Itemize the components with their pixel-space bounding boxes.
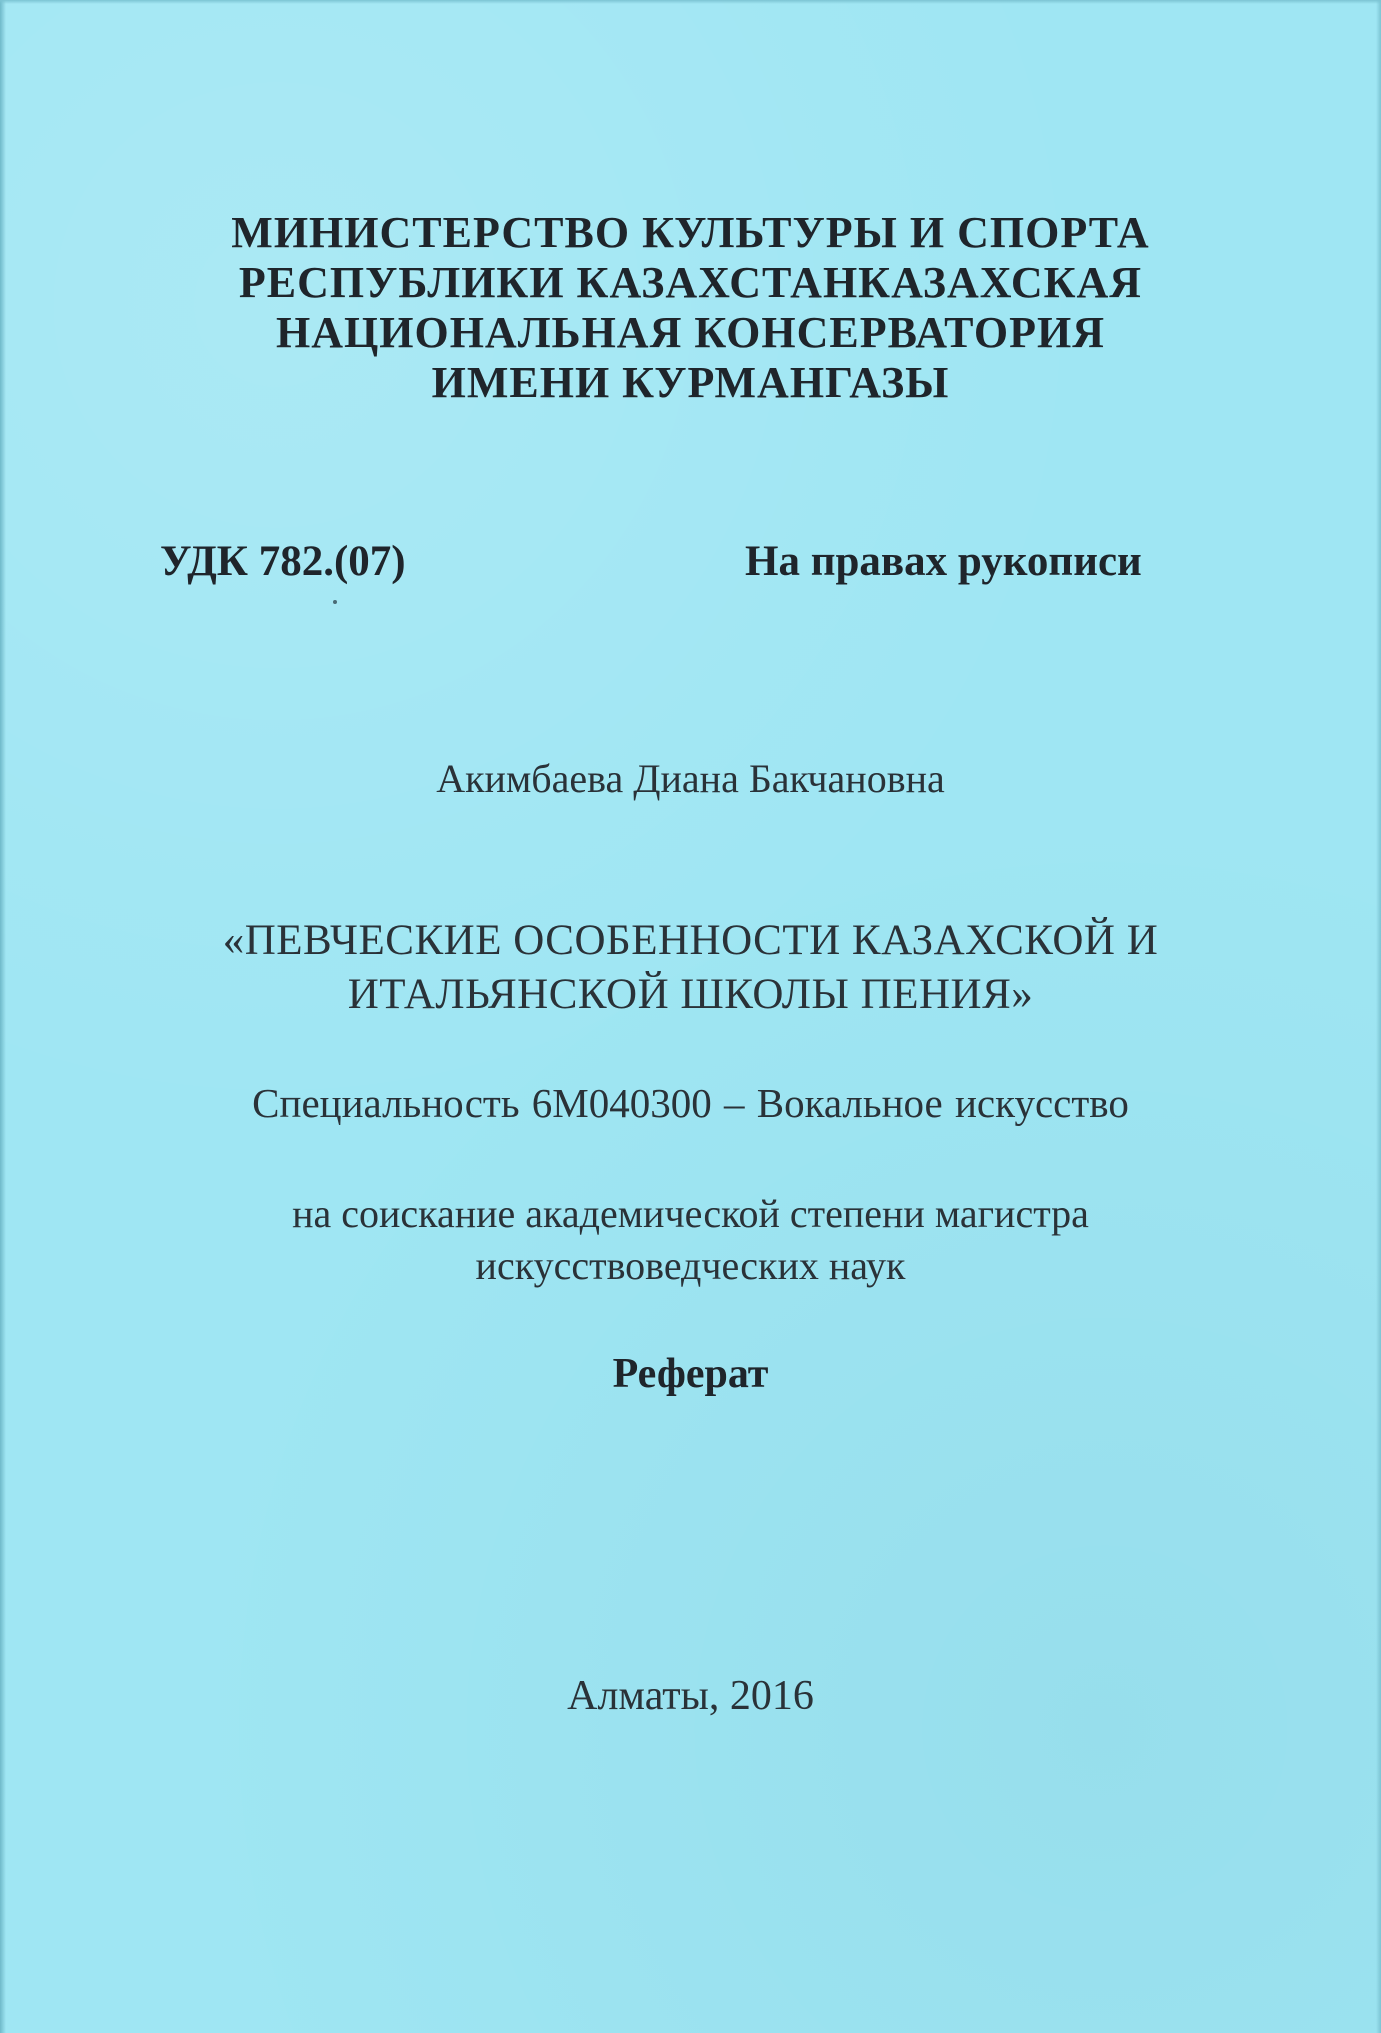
degree-line: на соискание академической степени магистра (292, 1191, 1089, 1236)
title-line: ИТАЛЬЯНСКОЙ ШКОЛЫ ПЕНИЯ» (347, 971, 1034, 1018)
scan-speck (333, 600, 337, 604)
scan-edge-top (0, 0, 1381, 4)
udk-code: УДК 782.(07) (160, 538, 406, 585)
header-line: РЕСПУБЛИКИ КАЗАХСТАНКАЗАХСКАЯ (238, 258, 1143, 307)
header-line: МИНИСТЕРСТВО КУЛЬТУРЫ И СПОРТА (231, 208, 1150, 257)
institution-header (0, 208, 1381, 408)
specialty-line: Специальность 6М040300 – Вокальное искусство (252, 1080, 1129, 1126)
header-line: ИМЕНИ КУРМАНГАЗЫ (431, 358, 950, 407)
header-line: НАЦИОНАЛЬНАЯ КОНСЕРВАТОРИЯ (276, 308, 1105, 357)
degree-line: искусствоведческих наук (475, 1243, 906, 1288)
author-name: Акимбаева Диана Бакчановна (436, 756, 945, 801)
city-and-year: Алматы, 2016 (567, 1673, 814, 1719)
title-line: «ПЕВЧЕСКИЕ ОСОБЕННОСТИ КАЗАХСКОЙ И (222, 917, 1159, 964)
thesis-title (0, 914, 1381, 1022)
manuscript-rights-note: На правах рукописи (745, 538, 1142, 585)
document-type: Реферат (612, 1351, 769, 1397)
degree-statement (0, 1188, 1381, 1292)
